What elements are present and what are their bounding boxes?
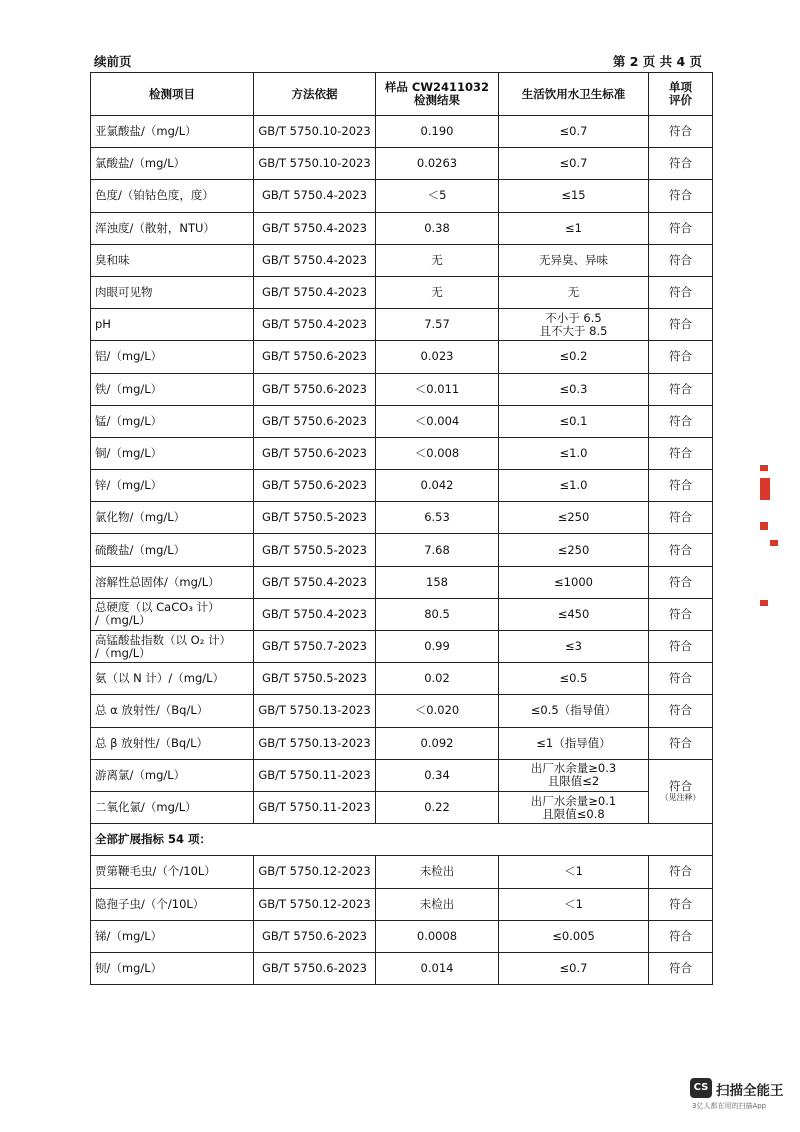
table-row	[91, 534, 713, 566]
item-cell: 贾第鞭毛虫/（个/10L）	[91, 856, 254, 888]
item-cell: 硫酸盐/（mg/L）	[91, 534, 254, 566]
standard-cell: ≤1.0	[499, 437, 649, 469]
method-cell: GB/T 5750.4-2023	[254, 276, 376, 308]
item-cell: 铜/（mg/L）	[91, 437, 254, 469]
eval-cell: 符合 （见注释）	[649, 759, 713, 823]
standard-cell: ≤0.5	[499, 663, 649, 695]
col-standard: 生活饮用水卫生标准	[499, 73, 649, 116]
item-cell: 高锰酸盐指数（以 O₂ 计） /（mg/L）	[91, 631, 254, 663]
eval-cell: 符合	[649, 598, 713, 630]
result-cell: 0.38	[376, 212, 499, 244]
result-cell: 无	[376, 276, 499, 308]
method-cell: GB/T 5750.4-2023	[254, 566, 376, 598]
standard-cell: 无异臭、异味	[499, 244, 649, 276]
result-cell: 0.99	[376, 631, 499, 663]
eval-cell: 符合	[649, 888, 713, 920]
method-cell: GB/T 5750.6-2023	[254, 437, 376, 469]
item-cell: 氯化物/（mg/L）	[91, 502, 254, 534]
method-cell: GB/T 5750.6-2023	[254, 920, 376, 952]
method-cell: GB/T 5750.4-2023	[254, 309, 376, 341]
method-cell: GB/T 5750.11-2023	[254, 791, 376, 823]
standard-cell: ≤0.005	[499, 920, 649, 952]
standard-cell: 不小于 6.5 且不大于 8.5	[499, 309, 649, 341]
method-cell: GB/T 5750.5-2023	[254, 534, 376, 566]
standard-cell: ≤1000	[499, 566, 649, 598]
eval-cell: 符合	[649, 341, 713, 373]
eval-cell: 符合	[649, 920, 713, 952]
table-row	[91, 631, 713, 663]
result-cell: 0.023	[376, 341, 499, 373]
stamp-fragment	[760, 478, 770, 500]
item-cell: 总 α 放射性/（Bq/L）	[91, 695, 254, 727]
result-cell: ＜0.011	[376, 373, 499, 405]
table-row	[91, 212, 713, 244]
result-cell: ＜0.004	[376, 405, 499, 437]
main-rows	[91, 116, 713, 760]
item-cell: 氯酸盐/（mg/L）	[91, 148, 254, 180]
table-row	[91, 695, 713, 727]
result-cell: 0.0008	[376, 920, 499, 952]
section-row	[91, 824, 713, 856]
table-row	[91, 437, 713, 469]
result-cell: 未检出	[376, 856, 499, 888]
result-cell: 0.34	[376, 759, 499, 791]
col-item: 检测项目	[91, 73, 254, 116]
stamp-fragment	[770, 540, 778, 546]
table-row	[91, 373, 713, 405]
table-row	[91, 727, 713, 759]
result-cell: 0.092	[376, 727, 499, 759]
result-cell: 0.190	[376, 116, 499, 148]
item-cell: 二氧化氯/（mg/L）	[91, 791, 254, 823]
standard-cell: ≤250	[499, 534, 649, 566]
method-cell: GB/T 5750.4-2023	[254, 598, 376, 630]
item-cell: 锰/（mg/L）	[91, 405, 254, 437]
standard-cell: ≤0.3	[499, 373, 649, 405]
item-cell: 臭和味	[91, 244, 254, 276]
table-row	[91, 759, 713, 791]
result-cell: 7.68	[376, 534, 499, 566]
item-cell: 铁/（mg/L）	[91, 373, 254, 405]
standard-cell: ＜1	[499, 888, 649, 920]
table-row	[91, 244, 713, 276]
item-cell: 游离氯/（mg/L）	[91, 759, 254, 791]
col-result: 样品 CW2411032 检测结果	[376, 73, 499, 116]
standard-cell: ≤0.2	[499, 341, 649, 373]
method-cell: GB/T 5750.10-2023	[254, 148, 376, 180]
standard-cell: 无	[499, 276, 649, 308]
table-row	[91, 148, 713, 180]
table-row	[91, 180, 713, 212]
standard-cell: ≤1	[499, 212, 649, 244]
standard-cell: ≤0.7	[499, 952, 649, 984]
item-cell: 肉眼可见物	[91, 276, 254, 308]
scanner-watermark	[690, 1078, 790, 1108]
standard-cell: ≤15	[499, 180, 649, 212]
continued-label: 续前页	[94, 54, 132, 69]
eval-cell: 符合	[649, 952, 713, 984]
item-cell: 色度/（铂钴色度，度）	[91, 180, 254, 212]
app-slogan: 3亿人都在用的扫描App	[692, 1102, 767, 1110]
standard-cell: ≤250	[499, 502, 649, 534]
page-header	[94, 52, 702, 72]
method-cell: GB/T 5750.6-2023	[254, 952, 376, 984]
item-cell: pH	[91, 309, 254, 341]
standard-cell: ≤3	[499, 631, 649, 663]
result-cell: ＜0.020	[376, 695, 499, 727]
eval-cell: 符合	[649, 180, 713, 212]
table-row	[91, 502, 713, 534]
table-row	[91, 920, 713, 952]
result-cell: 无	[376, 244, 499, 276]
method-cell: GB/T 5750.5-2023	[254, 663, 376, 695]
table-row	[91, 952, 713, 984]
eval-cell: 符合	[649, 502, 713, 534]
method-cell: GB/T 5750.13-2023	[254, 727, 376, 759]
method-cell: GB/T 5750.12-2023	[254, 888, 376, 920]
result-cell: 0.042	[376, 470, 499, 502]
chlorine-rows	[91, 759, 713, 856]
result-cell: 80.5	[376, 598, 499, 630]
eval-cell: 符合	[649, 437, 713, 469]
eval-cell: 符合	[649, 309, 713, 341]
result-cell: 0.22	[376, 791, 499, 823]
app-name: 扫描全能王	[716, 1083, 784, 1099]
table-row	[91, 341, 713, 373]
table-row	[91, 566, 713, 598]
stamp-fragment	[760, 600, 768, 606]
eval-cell: 符合	[649, 695, 713, 727]
table-header-row	[91, 73, 713, 116]
standard-cell: ≤450	[499, 598, 649, 630]
result-cell: ＜0.008	[376, 437, 499, 469]
table-row	[91, 116, 713, 148]
item-cell: 隐孢子虫/（个/10L）	[91, 888, 254, 920]
standard-cell: ≤1.0	[499, 470, 649, 502]
eval-cell: 符合	[649, 663, 713, 695]
item-cell: 氨（以 N 计）/（mg/L）	[91, 663, 254, 695]
eval-cell: 符合	[649, 631, 713, 663]
standard-cell: ≤0.7	[499, 148, 649, 180]
result-cell: 0.02	[376, 663, 499, 695]
eval-cell: 符合	[649, 116, 713, 148]
item-cell: 浑浊度/（散射，NTU）	[91, 212, 254, 244]
standard-cell: ≤0.7	[499, 116, 649, 148]
col-method: 方法依据	[254, 73, 376, 116]
eval-cell: 符合	[649, 534, 713, 566]
method-cell: GB/T 5750.11-2023	[254, 759, 376, 791]
item-cell: 溶解性总固体/（mg/L）	[91, 566, 254, 598]
standard-cell: ≤0.1	[499, 405, 649, 437]
eval-cell: 符合	[649, 566, 713, 598]
stamp-fragment	[760, 522, 768, 530]
result-cell: 6.53	[376, 502, 499, 534]
extended-rows	[91, 856, 713, 985]
result-cell: 0.014	[376, 952, 499, 984]
item-cell: 锑/（mg/L）	[91, 920, 254, 952]
eval-cell: 符合	[649, 470, 713, 502]
test-results-table	[90, 72, 713, 985]
eval-cell: 符合	[649, 148, 713, 180]
method-cell: GB/T 5750.5-2023	[254, 502, 376, 534]
col-eval: 单项 评价	[649, 73, 713, 116]
eval-cell: 符合	[649, 405, 713, 437]
method-cell: GB/T 5750.4-2023	[254, 244, 376, 276]
cs-logo-icon: CS	[690, 1078, 712, 1098]
table-row	[91, 470, 713, 502]
table-row	[91, 888, 713, 920]
result-cell: 0.0263	[376, 148, 499, 180]
method-cell: GB/T 5750.6-2023	[254, 373, 376, 405]
table-row	[91, 405, 713, 437]
eval-cell: 符合	[649, 276, 713, 308]
standard-cell: ＜1	[499, 856, 649, 888]
standard-cell: ≤0.5（指导值）	[499, 695, 649, 727]
item-cell: 亚氯酸盐/（mg/L）	[91, 116, 254, 148]
item-cell: 钡/（mg/L）	[91, 952, 254, 984]
method-cell: GB/T 5750.10-2023	[254, 116, 376, 148]
page-number: 第 2 页 共 4 页	[612, 54, 702, 69]
method-cell: GB/T 5750.4-2023	[254, 180, 376, 212]
table-row	[91, 598, 713, 630]
method-cell: GB/T 5750.6-2023	[254, 341, 376, 373]
item-cell: 锌/（mg/L）	[91, 470, 254, 502]
eval-cell: 符合	[649, 373, 713, 405]
table-row	[91, 791, 713, 823]
result-cell: 7.57	[376, 309, 499, 341]
method-cell: GB/T 5750.7-2023	[254, 631, 376, 663]
eval-cell: 符合	[649, 212, 713, 244]
method-cell: GB/T 5750.12-2023	[254, 856, 376, 888]
result-cell: 158	[376, 566, 499, 598]
table-row	[91, 663, 713, 695]
method-cell: GB/T 5750.4-2023	[254, 212, 376, 244]
item-cell: 总硬度（以 CaCO₃ 计） /（mg/L）	[91, 598, 254, 630]
eval-cell: 符合	[649, 244, 713, 276]
section-title: 全部扩展指标 54 项：	[91, 824, 713, 856]
standard-cell: 出厂水余量≥0.1 且限值≤0.8	[499, 791, 649, 823]
method-cell: GB/T 5750.6-2023	[254, 470, 376, 502]
eval-cell: 符合	[649, 856, 713, 888]
standard-cell: ≤1（指导值）	[499, 727, 649, 759]
eval-cell: 符合	[649, 727, 713, 759]
item-cell: 总 β 放射性/（Bq/L）	[91, 727, 254, 759]
table-row	[91, 309, 713, 341]
stamp-fragment	[760, 465, 768, 471]
item-cell: 铝/（mg/L）	[91, 341, 254, 373]
result-cell: ＜5	[376, 180, 499, 212]
method-cell: GB/T 5750.6-2023	[254, 405, 376, 437]
standard-cell: 出厂水余量≥0.3 且限值≤2	[499, 759, 649, 791]
table-row	[91, 856, 713, 888]
result-cell: 未检出	[376, 888, 499, 920]
table-row	[91, 276, 713, 308]
method-cell: GB/T 5750.13-2023	[254, 695, 376, 727]
